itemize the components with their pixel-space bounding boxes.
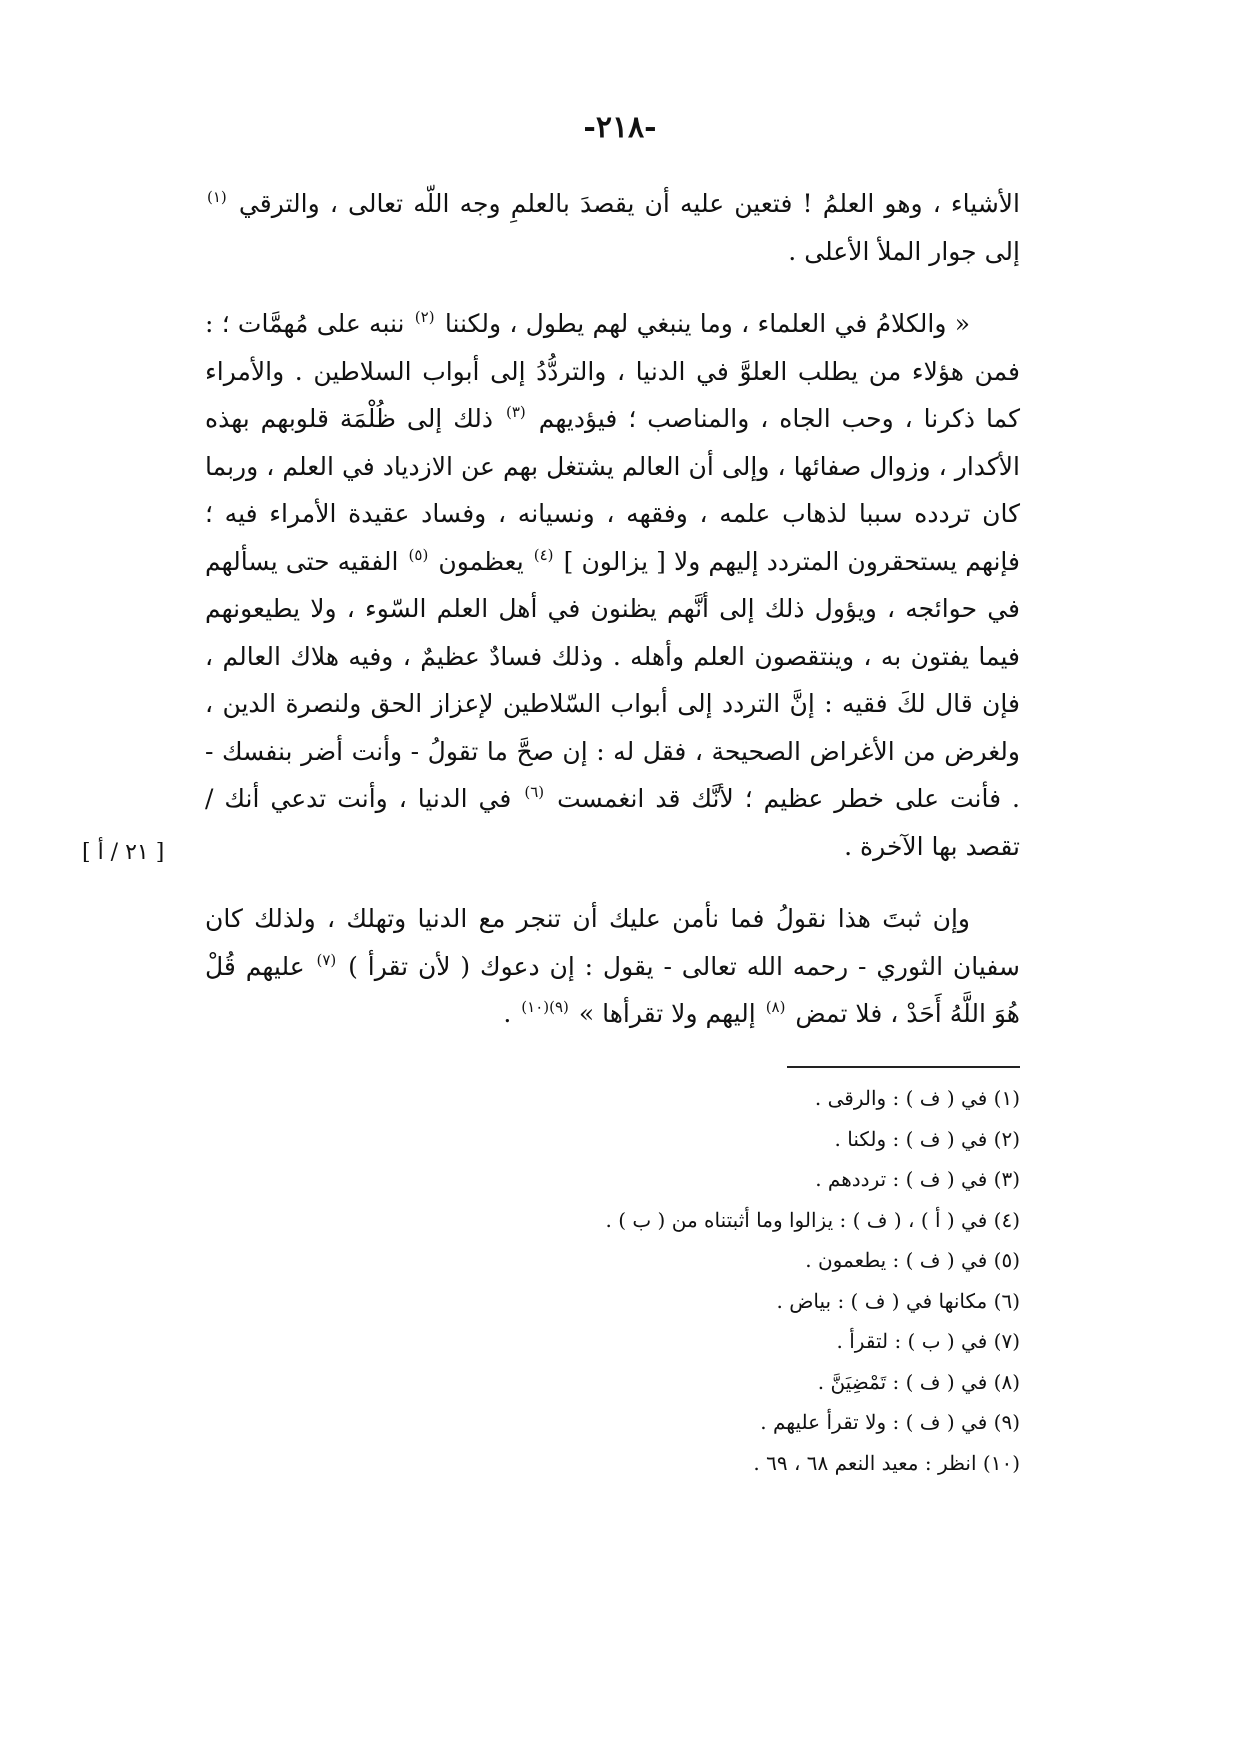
footnote: (٤) في ( أ ) ، ( ف ) : يزالوا وما أثبتناه من ( ب ) . [605, 1207, 1020, 1232]
footnote-marker[interactable]: (٥) [408, 545, 429, 564]
footnote-marker[interactable]: (٧) [316, 950, 337, 969]
footnote-marker[interactable]: (١) [207, 188, 227, 206]
text-run: الفقيه حتى يسألهم في حوائجه ، ويؤول ذلك إلى أنَّهم يظنون في أهل العلم السّوء ، ولا يطيعونهم فيما يفتون به ، وينتقصون العلم وأهله . وذلك فسادٌ عظيمٌ ، وفيه هلاك العالم ، فإن قال لكَ فقيه : إنَّ التردد إلى أبواب السّلاطين لإعزاز الحق ولنصرة الدين ، ولغرض من الأغراض الصحيحة ، فقل له : إن صحَّ ما تقولُ - وأنت أضر بنفسك - . فأنت على خطر عظيم ؛ لأنَّك قد انغمست [205, 546, 1021, 813]
footnote-marker[interactable]: (٣) [505, 403, 526, 421]
footnotes-list [560, 1078, 1020, 1483]
paragraph [205, 300, 1020, 870]
text-run: ذلك إلى ظُلْمَة قلوبهم بهذه الأكدار ، وزوال صفائها ، وإلى أن العالم يشتغل بهم عن الازدياد في العلم ، وربما كان تردده سببا لذهاب علمه ، وفقهه ، ونسيانه ، وفساد عقيدة الأمراء فيه ؛ فإنهم يستحقرون المتردد إليهم ولا [ يزالون ] [205, 404, 1020, 576]
text-run: . [503, 999, 520, 1028]
footnote-marker[interactable]: (٨) [765, 998, 786, 1016]
footnote-marker[interactable]: (٤) [533, 545, 554, 564]
footnote: (٧) في ( ب ) : لتقرأ . [836, 1329, 1020, 1353]
page-number: -٢١٨- [583, 110, 657, 145]
footnote: (١٠) انظر : معيد النعم ٦٨ ، ٦٩ . [753, 1450, 1020, 1475]
footnote: (٣) في ( ف ) : ترددهم . [815, 1167, 1020, 1191]
text-run: إلى جوار الملأ الأعلى . [788, 236, 1020, 266]
text-run: عليهم قُلْ هُوَ اللَّهُ أَحَدْ ، فلا تمض [205, 951, 1020, 1028]
footnote: (١) في ( ف ) : والرقى . [814, 1086, 1020, 1110]
paragraph [205, 895, 1020, 1038]
footnote: (٦) مكانها في ( ف ) : بياض . [776, 1288, 1020, 1313]
main-text [205, 180, 1020, 1038]
text-run: « والكلامُ في العلماء ، وما ينبغي لهم يطول ، ولكننا [436, 309, 970, 338]
footnote: (٢) في ( ف ) : ولكنا . [834, 1126, 1020, 1151]
manuscript-folio-marker: [ ٢١ / أ ] [82, 840, 165, 865]
footnote: (٩) في ( ف ) : ولا تقرأ عليهم . [760, 1410, 1020, 1434]
footnote-marker[interactable]: (٩)(١٠) [521, 998, 569, 1016]
footnote-marker[interactable]: (٢) [414, 308, 435, 326]
paragraph [205, 180, 1020, 275]
footnote-separator [787, 1066, 1020, 1068]
text-run: في الدنيا ، وأنت تدعي أنك / تقصد بها الآخرة . [205, 784, 1020, 861]
footnote: (٨) في ( ف ) : تَمْضِيَنَّ . [817, 1369, 1020, 1394]
text-run: وإن ثبتَ هذا نقولُ فما نأمن عليك أن تنجر مع الدنيا وتهلك ، ولذلك كان سفيان الثوري - رحمه الله تعالى - يقول : إن دعوك ( لأن تقرأ ) [205, 904, 1020, 981]
footnote: (٥) في ( ف ) : يطعمون . [805, 1248, 1020, 1272]
text-run: الأشياء ، وهو العلمُ ! فتعين عليه أن يقصدَ بالعلمِ وجه اللّه تعالى ، والترقي [228, 189, 1020, 218]
footnote-marker[interactable]: (٦) [524, 783, 545, 801]
text-run: يعظمون [430, 546, 532, 576]
text-run: ننبه على مُهمَّات ؛ : فمن هؤلاء من يطلب العلوَّ في الدنيا ، والتردُّدُ إلى أبواب السلاطين . والأمراء كما ذكرنا ، وحب الجاه ، والمناصب ؛ فيؤديهم [205, 309, 1020, 433]
text-run: إليهم ولا تقرأها » [570, 999, 764, 1028]
